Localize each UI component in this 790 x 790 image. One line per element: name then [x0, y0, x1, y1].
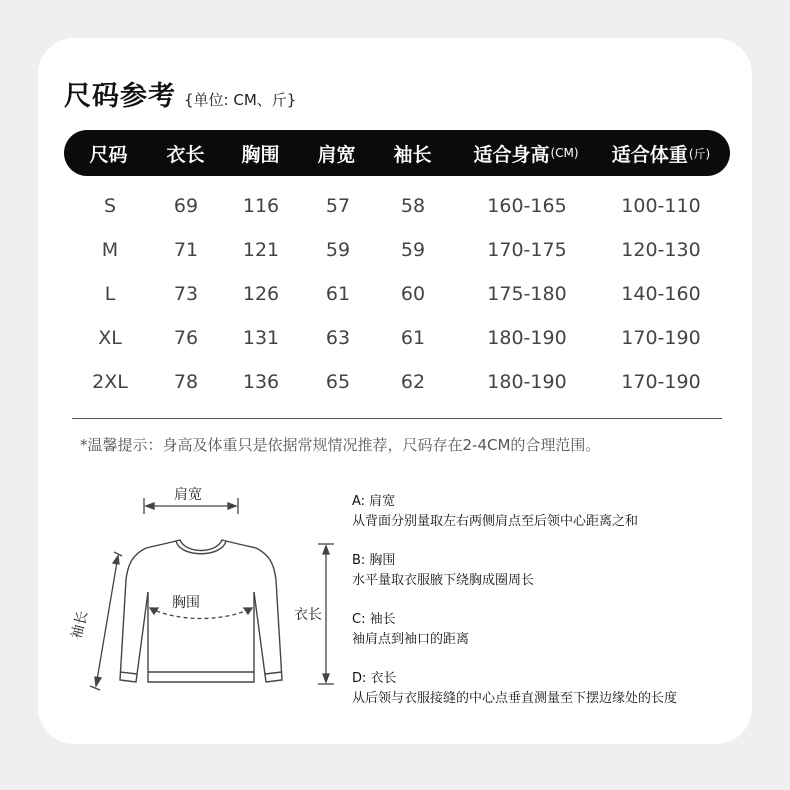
cell-length: 71 — [173, 239, 199, 261]
header-label: 袖长 — [393, 143, 432, 166]
note-item — [352, 551, 742, 591]
cell-length: 69 — [173, 195, 199, 217]
cell-height: 160-165 — [487, 195, 567, 217]
title-row — [64, 74, 296, 113]
cell-length: 73 — [173, 283, 199, 305]
note-item — [352, 610, 742, 650]
length-label: 衣长 — [294, 607, 322, 623]
note-desc: 从背面分别量取左右两侧肩点至后领中心距离之和 — [352, 514, 639, 529]
note-desc: 从后领与衣服接缝的中心点垂直测量至下摆边缘处的长度 — [352, 691, 678, 706]
cell-weight: 100-110 — [621, 195, 701, 217]
table-row — [38, 184, 752, 228]
note-desc: 水平量取衣服腋下绕胸成圈周长 — [352, 573, 535, 588]
note-title: D: 衣长 — [352, 671, 397, 686]
cell-weight: 170-190 — [621, 327, 701, 349]
note-title: B: 胸围 — [352, 553, 396, 568]
cell-length: 78 — [173, 371, 199, 393]
cell-shoulder: 59 — [325, 239, 351, 261]
note-title: A: 肩宽 — [352, 494, 396, 509]
cell-chest: 116 — [242, 195, 280, 217]
header-shoulder — [306, 130, 368, 176]
cell-height: 180-190 — [487, 371, 567, 393]
table-row — [38, 360, 752, 404]
unit-note: {单位: CM、斤} — [184, 91, 297, 109]
cell-weight: 170-190 — [621, 371, 701, 393]
cell-shoulder: 57 — [325, 195, 351, 217]
cell-shoulder: 65 — [325, 371, 351, 393]
header-label: 衣长 — [166, 143, 205, 166]
header-label: 适合身高 — [473, 143, 550, 166]
header-label: 胸围 — [241, 143, 280, 166]
header-sleeve — [382, 130, 444, 176]
header-size — [80, 130, 138, 176]
cell-height: 170-175 — [487, 239, 567, 261]
cell-sleeve: 61 — [400, 327, 426, 349]
cell-chest: 126 — [242, 283, 280, 305]
header-unit: (斤) — [688, 146, 711, 161]
cell-shoulder: 61 — [325, 283, 351, 305]
shoulder-label: 肩宽 — [174, 487, 202, 503]
cell-size: 2XL — [92, 371, 128, 393]
note-item — [352, 669, 742, 709]
header-height — [462, 130, 590, 176]
cell-size: M — [101, 239, 119, 261]
cell-sleeve: 62 — [400, 371, 426, 393]
table-row — [38, 228, 752, 272]
sleeve-measure-line — [90, 552, 122, 690]
cell-size: L — [104, 283, 116, 305]
header-label: 尺码 — [89, 143, 128, 166]
header-chest — [230, 130, 292, 176]
cell-length: 76 — [173, 327, 199, 349]
cell-sleeve: 59 — [400, 239, 426, 261]
header-unit: (CM) — [550, 146, 579, 160]
header-label: 适合体重 — [611, 143, 688, 166]
table-header — [64, 130, 730, 176]
note-desc: 袖肩点到袖口的距离 — [352, 632, 470, 647]
header-weight — [596, 130, 726, 176]
page-title: 尺码参考 — [64, 81, 176, 112]
cell-size: XL — [98, 327, 122, 349]
cell-size: S — [103, 195, 117, 217]
cell-chest: 131 — [242, 327, 280, 349]
chest-measure-line — [150, 608, 252, 619]
cell-sleeve: 60 — [400, 283, 426, 305]
cell-chest: 136 — [242, 371, 280, 393]
note-item — [352, 492, 742, 532]
cell-shoulder: 63 — [325, 327, 351, 349]
header-length — [156, 130, 216, 176]
cell-height: 180-190 — [487, 327, 567, 349]
cell-chest: 121 — [242, 239, 280, 261]
header-label: 肩宽 — [317, 143, 356, 166]
cell-height: 175-180 — [487, 283, 567, 305]
cell-weight: 120-130 — [621, 239, 701, 261]
size-chart-card — [38, 38, 752, 744]
chest-label: 胸围 — [172, 595, 200, 611]
table-row — [38, 316, 752, 360]
sweater-diagram — [68, 484, 358, 724]
sleeve-label: 袖长 — [68, 609, 92, 641]
cell-weight: 140-160 — [621, 283, 701, 305]
sweater-outline — [120, 540, 282, 682]
table-row — [38, 272, 752, 316]
note-title: C: 袖长 — [352, 612, 396, 627]
tip-text: *温馨提示：身高及体重只是依据常规情况推荐，尺码存在2-4CM的合理范围。 — [80, 436, 601, 454]
measurement-notes — [352, 492, 742, 728]
divider — [72, 418, 722, 419]
cell-sleeve: 58 — [400, 195, 426, 217]
